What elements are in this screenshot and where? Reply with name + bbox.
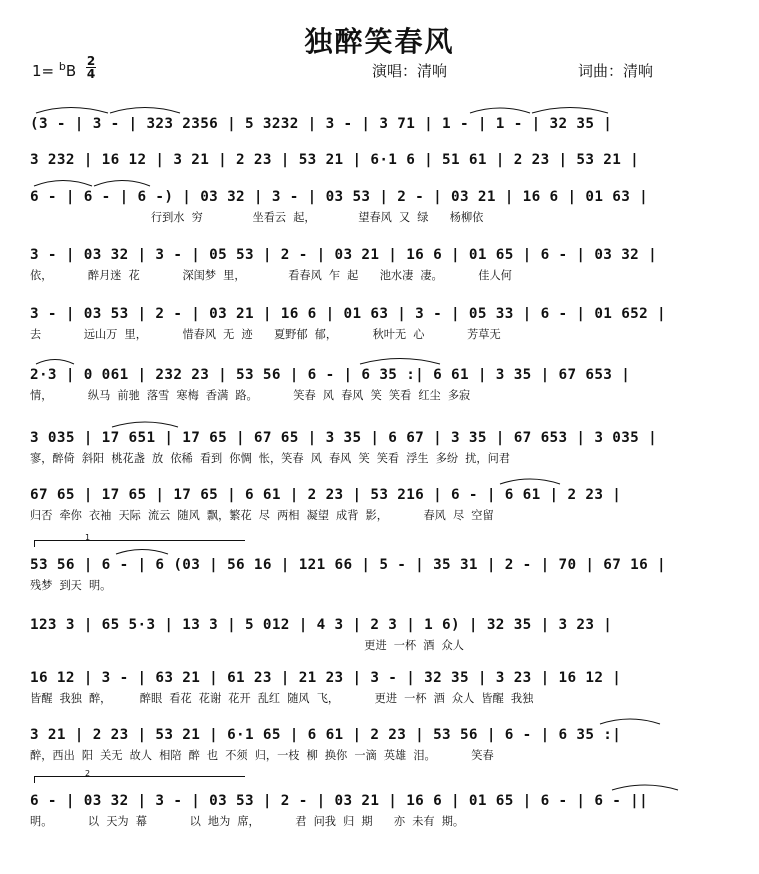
time-signature [86,55,96,80]
singer-credit: 演唱：清响 [372,62,448,80]
notes-line: 3 21 | 2 23 | 53 21 | 6·1 65 | 6 61 | 2 23 | 53 56 | 6 - | 6 35 :| [30,727,622,743]
volta-number: 1 [85,533,91,542]
notes-line: 67 65 | 17 65 | 17 65 | 6 61 | 2 23 | 53 216 | 6 - | 6 61 | 2 23 | [30,487,622,503]
key-note: B [65,62,77,80]
notes-line: (3 - | 3 - | 323 2356 | 5 3232 | 3 - | 3 71 | 1 - | 1 - | 32 35 | [30,116,613,132]
score-system-10 [30,612,730,660]
notes-line: 2·3 | 0 061 | 232 23 | 53 56 | 6 - | 6 35 :| 6 61 | 3 35 | 67 653 | [30,367,631,383]
key-signature [32,60,76,80]
score-system-8 [30,482,730,530]
lyrics-line: 归否 牵你 衣袖 天际 流云 随风 飘，繁花 尽 两相 凝望 成背 影， 春风 尽 空留 [30,509,494,522]
lyrics-line: 依， 醉月迷 花 深闺梦 里， 看春风 乍 起 池水凄 凄。 佳人何 [30,269,512,282]
notes-line: 3 232 | 16 12 | 3 21 | 2 23 | 53 21 | 6·1 6 | 51 61 | 2 23 | 53 21 | [30,152,640,168]
score-system-11 [30,665,730,713]
notes-line: 3 - | 03 32 | 3 - | 05 53 | 2 - | 03 21 | 16 6 | 01 65 | 6 - | 03 32 | [30,247,658,263]
lyrics-line: 更进 一杯 酒 众人 [30,639,464,652]
notes-line: 3 035 | 17 651 | 17 65 | 67 65 | 3 35 | 6 67 | 3 35 | 67 653 | 3 035 | [30,430,658,446]
notes-line: 53 56 | 6 - | 6 (03 | 56 16 | 121 66 | 5 - | 35 31 | 2 - | 70 | 67 16 | [30,557,666,573]
lyrics-line: 情， 纵马 前驰 落雪 寒梅 香满 路。 笑春 风 春风 笑 笑看 红尘 多寂 [30,389,471,402]
score-system-13 [30,788,730,836]
score-system-6 [30,362,730,410]
key-prefix: 1= [32,62,55,80]
lyrics-line: 醉，西出 阳 关无 故人 相陪 醉 也 不须 归，一枝 柳 换你 一滴 英雄 泪。 笑春 [30,749,494,762]
meter-top: 2 [86,54,96,68]
lyrics-line: 行到水 穷 坐看云 起， 望春风 又 绿 杨柳依 [30,211,484,224]
meter-bottom: 4 [86,67,96,81]
lyrics-line: 残梦 到天 明。 [30,579,112,592]
score-system-12 [30,722,730,770]
song-title: 独醉笑春风 [304,25,455,58]
notes-line: 123 3 | 65 5·3 | 13 3 | 5 012 | 4 3 | 2 3 | 1 6) | 32 35 | 3 23 | [30,617,613,633]
lyrics-line: 皆醒 我独 醉， 醉眼 看花 花谢 花开 乱红 随风 飞， 更进 一杯 酒 众人 皆醒 我独 [30,692,534,705]
lyrics-line: 寥，醉倚 斜阳 桃花盏 放 依稀 看到 你惆 怅，笑春 风 春风 笑 笑看 浮生 多纷 扰，问君 [30,452,510,465]
score-system-3 [30,184,730,232]
score-system-9 [30,552,730,600]
score-system-4 [30,242,730,290]
notes-line: 16 12 | 3 - | 63 21 | 61 23 | 21 23 | 3 - | 32 35 | 3 23 | 16 12 | [30,670,622,686]
notes-line: 6 - | 6 - | 6 -) | 03 32 | 3 - | 03 53 | 2 - | 03 21 | 16 6 | 01 63 | [30,189,649,205]
notes-line: 6 - | 03 32 | 3 - | 03 53 | 2 - | 03 21 | 16 6 | 01 65 | 6 - | 6 - || [30,793,649,809]
notes-line: 3 - | 03 53 | 2 - | 03 21 | 16 6 | 01 63 | 3 - | 05 33 | 6 - | 01 652 | [30,306,666,322]
lyrics-line: 明。 以 天为 幕 以 地为 席， 君 问我 归 期 亦 未有 期。 [30,815,465,828]
volta-number: 2 [85,769,91,778]
flat-sign: b [58,60,66,73]
lyrics-line: 去 远山万 里， 惜春风 无 迹 夏野郁 郁， 秋叶无 心 芳草无 [30,328,501,341]
composer-credit: 词曲：清响 [578,62,654,80]
score-system-5 [30,301,730,349]
score-system-7 [30,425,730,473]
